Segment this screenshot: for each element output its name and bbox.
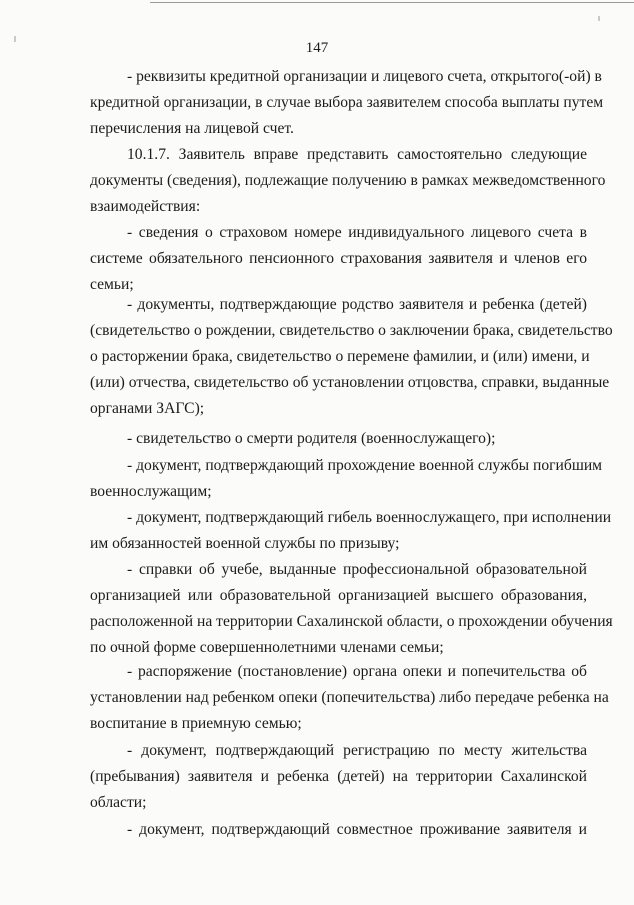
text-line: взаимодействия:	[90, 198, 201, 216]
paragraph-insurance-number	[90, 220, 587, 298]
text-line: - документы, подтверждающие родство заявителя и ребенка (детей)	[127, 296, 587, 313]
text-line: - сведения о страховом номере индивидуального лицевого счета в	[127, 224, 587, 241]
text-line: военнослужащим;	[90, 483, 212, 501]
text-line: (или) отчества, свидетельство об установлении отцовства, справки, выданные	[90, 374, 610, 392]
text-line: им обязанностей военной службы по призыву;	[90, 535, 400, 553]
paragraph-cohabitation	[90, 817, 587, 843]
text-line: кредитной организации, в случае выбора заявителем способа выплаты путем	[90, 94, 604, 112]
text-line: по очной форме совершеннолетними членами семьи;	[90, 639, 444, 657]
text-line: - справки об учебе, выданные профессиональной образовательной	[127, 561, 587, 578]
text-line: - свидетельство о смерти родителя (военнослужащего);	[127, 430, 496, 447]
paragraph-serviceman-death	[90, 505, 612, 557]
page-number: 147	[305, 40, 329, 56]
text-line: расположенной на территории Сахалинской области, о прохождении обучения	[90, 613, 613, 631]
text-line: о расторжении брака, свидетельство о перемене фамилии, и (или) имени, и	[90, 348, 590, 366]
text-line: перечисления на лицевой счет.	[90, 120, 294, 138]
text-line: - документ, подтверждающий гибель военнослужащего, при исполнении	[127, 509, 612, 526]
text-line: - документ, подтверждающий совместное проживание заявителя и	[127, 821, 587, 838]
text-line: (пребывания) заявителя и ребенка (детей) на территории Сахалинской	[90, 768, 587, 786]
text-line: установлении над ребенком опеки (попечительства) либо передаче ребенка на	[90, 689, 609, 707]
paragraph-study-certificates	[90, 557, 613, 661]
text-line: документы (сведения), подлежащие получению в рамках межведомственного	[90, 172, 606, 190]
text-line: - реквизиты кредитной организации и лицевого счета, открытого(-ой) в	[127, 68, 602, 85]
top-edge-line	[150, 2, 634, 3]
text-line: - документ, подтверждающий регистрацию по месту жительства	[127, 742, 587, 759]
paragraph-military-service	[90, 453, 603, 505]
scan-mark-right	[598, 16, 600, 21]
text-line: воспитание в приемную семью;	[90, 715, 302, 733]
text-line: 10.1.7. Заявитель вправе представить самостоятельно следующие	[127, 146, 587, 163]
paragraph-guardianship-order	[90, 659, 609, 737]
paragraph-kinship-documents	[90, 292, 613, 422]
text-line: семьи;	[90, 276, 134, 294]
text-line: (свидетельство о рождении, свидетельство о заключении брака, свидетельство	[90, 322, 613, 340]
text-line: системе обязательного пенсионного страхования заявителя и членов его	[90, 250, 587, 268]
paragraph-10-1-7	[90, 142, 606, 220]
text-line: области;	[90, 794, 147, 812]
paragraph-death-certificate	[90, 426, 587, 452]
text-line: органами ЗАГС);	[90, 400, 205, 418]
text-line: организацией или образовательной организацией высшего образования,	[90, 587, 587, 605]
text-line: - распоряжение (постановление) органа опеки и попечительства об	[127, 663, 587, 680]
paragraph-residence-registration	[90, 738, 587, 816]
text-line: - документ, подтверждающий прохождение военной службы погибшим	[127, 457, 603, 474]
paragraph-bank-details	[90, 64, 604, 142]
